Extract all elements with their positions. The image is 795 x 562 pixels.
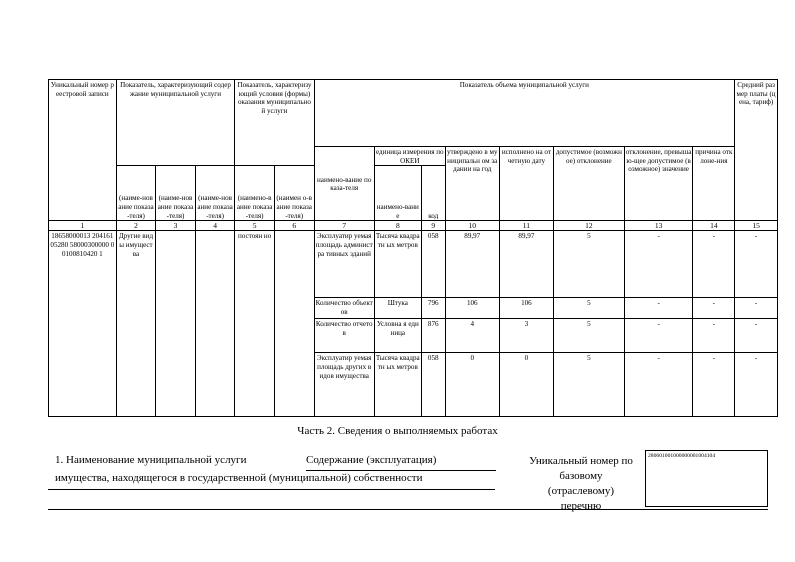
part2-title: Часть 2. Сведения о выполняемых работах [297,425,498,437]
header-avg-fee: Средний размер платы (цена, тариф) [735,80,778,221]
header-naim-1: (наиме-нование показа-теля) [116,166,156,221]
record-unique-number: 18658000013 20416105280 58000300000 00100810420 1 [49,231,117,417]
service-name-value-1: Содержание (эксплуатация) [306,454,437,466]
underline [48,489,495,490]
col-number: 7 [314,221,374,231]
row-reason: - [693,353,735,417]
row-reason: - [693,319,735,353]
row-approved: 106 [445,298,499,319]
row-approved: 89,97 [445,231,499,298]
row-unit-name: Условна я единица [374,319,421,353]
record-condition-value: постоян но [235,231,275,417]
service-name-label: 1. Наименование муниципальной услуги [55,454,247,466]
row-indicator-name: Эксплуатир уемая площадь других видов имущества [314,353,374,417]
header-actual: исполнено на отчетную дату [499,147,553,221]
row-unit-code: 796 [421,298,445,319]
row-deviation: - [624,231,693,298]
row-reason: - [693,231,735,298]
row-actual: 0 [499,353,553,417]
row-indicator-name: Количество объектов [314,298,374,319]
underline [48,509,768,510]
col-number: 6 [274,221,314,231]
col-number: 8 [374,221,421,231]
col-number: 1 [49,221,117,231]
col-number: 5 [235,221,275,231]
row-unit-name: Тысяча квадратн ых метров [374,231,421,298]
row-reason: - [693,298,735,319]
col-number: 14 [693,221,735,231]
row-fee: - [735,298,778,319]
col-number: 15 [735,221,778,231]
col-number: 12 [553,221,624,231]
row-unit-code: 058 [421,353,445,417]
row-tolerance: 5 [553,231,624,298]
municipal-service-volume-table [48,79,778,417]
row-unit-code: 058 [421,231,445,298]
row-approved: 4 [445,319,499,353]
row-fee: - [735,319,778,353]
unique-number-label: Уникальный номер по базовому (отраслевому) перечню [529,455,633,512]
row-unit-code: 876 [421,319,445,353]
row-unit-name: Штука [374,298,421,319]
col-number: 9 [421,221,445,231]
col-number: 10 [445,221,499,231]
header-volume-indicator: Показатель объема муниципальной услуги [314,80,735,147]
header-indicator-name: наимено-вание показа-теля [314,147,374,221]
unique-number-code: 280601001000000001004104 [645,450,768,507]
header-unique-number: Уникальный номер реестровой записи [49,80,117,221]
row-indicator-name: Эксплуатир уемая площадь администра тивных зданий [314,231,374,298]
row-fee: - [735,353,778,417]
col-number: 2 [116,221,156,231]
header-naim-3: (наиме-нование показа-теля) [195,166,235,221]
record-content-value: Другие виды имущест ва [116,231,156,417]
header-approved: утверждено в муниципальн ом задании на год [445,147,499,221]
header-unit: единица измерения по ОКЕИ [376,148,444,165]
header-naim-4: (наимено-вание показа-теля) [235,166,275,221]
col-number: 3 [156,221,196,231]
record-empty-cell [156,231,196,417]
row-fee: - [735,231,778,298]
row-actual: 106 [499,298,553,319]
header-condition-indicator: Показатель, характеризующий условия (формы) оказания муниципальной услуги [235,80,314,166]
header-reason: причина отклоне-ния [693,147,735,221]
row-tolerance: 5 [553,319,624,353]
row-actual: 3 [499,319,553,353]
col-number: 13 [624,221,693,231]
table-row [49,231,778,298]
header-naim-2: (наиме-нование показа-теля) [156,166,196,221]
column-number-row [49,221,778,231]
record-empty-cell [274,231,314,417]
service-name-value-2: имущества, находящегося в государственной (муниципальной) собственности [55,472,423,484]
row-actual: 89,97 [499,231,553,298]
col-number: 4 [195,221,235,231]
header-unit-code: код [421,166,445,221]
header-content-indicator: Показатель, характеризующий содержание муниципальной услуги [116,80,235,166]
row-unit-name: Тысяча квадратн ых метров [374,353,421,417]
underline [306,470,496,471]
row-indicator-name: Количество отчетов [314,319,374,353]
header-naim-5: (наимен о-вание показа-теля) [274,166,314,221]
header-tolerance: допустимое (возможное) отклонение [553,147,624,221]
row-tolerance: 5 [553,298,624,319]
row-approved: 0 [445,353,499,417]
header-unit-name: наимено-вание [374,166,421,221]
row-deviation: - [624,353,693,417]
record-empty-cell [195,231,235,417]
row-deviation: - [624,319,693,353]
header-deviation: отклонение, превышаю-щее допустимое (возможное) значение [624,147,693,221]
row-tolerance: 5 [553,353,624,417]
col-number: 11 [499,221,553,231]
row-deviation: - [624,298,693,319]
report-table-container [48,79,778,409]
